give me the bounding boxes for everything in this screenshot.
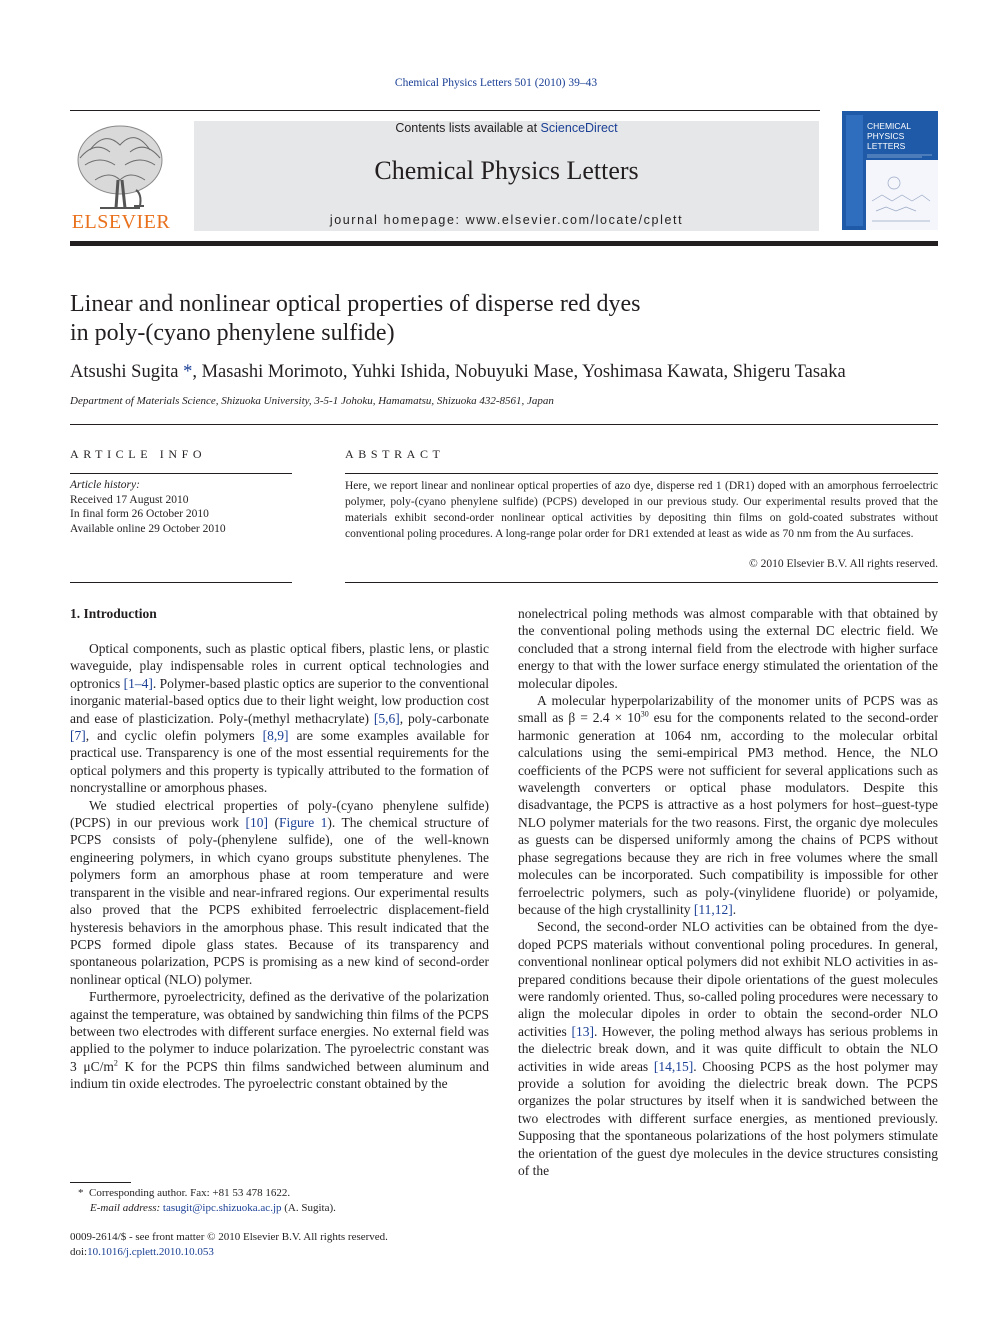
footnote-rule [70,1182,131,1183]
page-footer [70,1230,490,1260]
email-label: E-mail address: [90,1202,161,1214]
cover-title-line: LETTERS [867,141,906,151]
author-name[interactable]: Atsushi Sugita [70,362,179,382]
paragraph: Second, the second-order NLO activities can be obtained from the dye-doped PCPS materials without conventional poling procedures. In general, conventional nonlinear optical polymers did not exhibit NLO activities in as-prepared conditions because their dipole orientations of the guest molecules were randomly oriented. Thus, so-called poling procedures were necessary to align the molecular dipoles in order to obtain the second-order NLO activities [13]. However, the poling method always has serious problems in the dielectric break down, and it was quite difficult to obtain the NLO activities in wide areas [14,15]. Choosing PCPS as the host polymer may provide a solution for avoiding the dielectric break down. The PCPS organizes the polar structures by itself when it is sandwiched between the two electrodes with different surface energies, as mentioned previously. Supposing that the spontaneous polarizations of the host polymers stimulate the orientation of the guest dye molecules in the device structures consisting of the [518,919,939,1178]
reference-link[interactable]: [8,9] [262,728,289,744]
history-online: Available online 29 October 2010 [70,522,226,535]
author-list: Atsushi Sugita *, Masashi Morimoto, Yuhki Ishida, Nobuyuki Mase, Yoshimasa Kawata, Shigeru Tasaka [70,362,846,382]
paragraph: We studied electrical properties of poly-(cyano phenylene sulfide) (PCPS) in our previous work [10] (Figure 1). The chemical structure of PCPS consists of poly-(phenylene sulfide), one of the well-known engineering polymers, in which cyano groups substitute phenylenes. The polymers form an amorphous phase at room temperature and were transparent in the visible and near-infrared regions. Our experimental results also proved that the PCPS exhibited ferroelectric displacement-field hysteresis behaviors in the amorphous phase. This result indicated that the PCPS formed dipole glass states. Because of its transparency and spontaneous polarization, PCPS is promising as a new kind of second-order nonlinear optical (NLO) polymer. [70,797,490,987]
corresponding-author-note: Corresponding author. Fax: +81 53 478 1622. [89,1187,291,1199]
footnote [78,1186,498,1216]
article-info-bottom-rule [70,582,292,583]
cover-title [867,121,937,151]
article-info-heading: ARTICLE INFO [70,447,207,461]
article-title [70,290,830,348]
reference-link[interactable]: [11,12] [693,901,733,917]
section-heading-introduction: 1. Introduction [70,606,157,621]
reference-link[interactable]: [13] [571,1023,594,1039]
author-name[interactable]: Shigeru Tasaka [732,362,846,382]
author-name[interactable]: Yuhki Ishida [351,362,446,382]
history-received: Received 17 August 2010 [70,493,189,506]
contents-prefix: Contents lists available at [395,121,541,135]
journal-title: Chemical Physics Letters [374,156,639,185]
header-thick-rule [70,241,938,246]
cover-title-line: CHEMICAL [867,121,911,131]
history-final-form: In final form 26 October 2010 [70,508,209,521]
abstract-text: Here, we report linear and nonlinear optical properties of azo dye, disperse red 1 (DR1) doped with an amorphous ferroelectric polymer, poly-(cyano phenylene sulfide) (PCPS) developed in our previous study. Our experimental results proved that the materials exhibit second-order nonlinear optical activities by depositing thin films on gold-coated substrates without conventional poling procedures. A long-range polar order for DR1 extended at least as wide as 70 nm from the Au surfaces. [345,480,938,540]
reference-link[interactable]: [5,6] [373,710,400,726]
reference-link[interactable]: [14,15] [653,1058,694,1074]
journal-citation[interactable]: Chemical Physics Letters 501 (2010) 39–43 [394,77,598,89]
cover-title-line: PHYSICS [867,131,905,141]
author-name[interactable]: Nobuyuki Mase [454,362,574,382]
doi-link[interactable]: 10.1016/j.cplett.2010.10.053 [87,1246,214,1258]
affiliation: Department of Materials Science, Shizuoka University, 3-5-1 Johoku, Hamamatsu, Shizuoka 432-8561, Japan [70,395,554,407]
paragraph: Optical components, such as plastic optical fibers, plastic lens, or plastic waveguide, play indispensable roles in current optical technologies and optronics [1–4]. Polymer-based plastic optics are superior to the conventional inorganic material-based optics due to their light weight, low production cost and ease of plasticization. Poly-(methyl methacrylate) [5,6], poly-carbonate [7], and cyclic olefin polymers [8,9] are some examples available for practical use. Transparency is one of the most essential requirements for the optical polymers and this property is typically attributed to the formation of noncrystalline or amorphous phases. [70,641,489,796]
abstract-heading: ABSTRACT [345,447,445,461]
journal-homepage[interactable]: journal homepage: www.elsevier.com/locate/cplett [329,213,684,227]
paragraph: A molecular hyperpolarizability of the monomer units of PCPS was as small as $\beta = 2.4 \times 10^{30}$ esu for the components related to the second-order harmonic generation at 1064 nm, according to the molecular orbital calculations using the semi-empirical PM3 method. Hence, the NLO coefficients of the PCPS were not sufficient for several applications such as wavelength converters or optical phase modulators. Despite this disadvantage, the PCPS is attractive as a host polymers for host–guest-type NLO polymer materials for the two reasons. First, the organic dye molecules as guests can be dispersed uniformly among the chains of PCPS without phase segregations because they are rich in free volumes where the small molecules can be incorporated. Such compatibility is impossible for other ferroelectric polymers, such as poly-(vinylidene fluoride) or polyamide, because of the high crystallinity [11,12]. [518,693,938,917]
title-rule [70,424,938,425]
sciencedirect-link[interactable]: ScienceDirect [540,121,618,135]
email-link[interactable]: tasugit@ipc.shizuoka.ac.jp [162,1202,282,1214]
paragraph: nonelectrical poling methods was almost comparable with that obtained by the conventional poling methods using the external DC electric field. We concluded that a strong internal field from the electrode with higher surface energy to that with the lower surface energy stimulated the orientation of the molecular dipoles. [518,606,938,691]
author-name[interactable]: Yoshimasa Kawata [582,362,724,382]
reference-link[interactable]: [7] [70,728,86,744]
article-title-line: Linear and nonlinear optical properties of disperse red dyes [70,291,641,317]
email-suffix: (A. Sugita). [281,1202,336,1214]
abstract-copyright: © 2010 Elsevier B.V. All rights reserved. [749,558,938,570]
header-rule [70,110,820,111]
abstract-bottom-rule [345,582,938,583]
author-name[interactable]: Masashi Morimoto [201,362,343,382]
abstract-rule [345,473,938,474]
body-column-left [70,640,489,1093]
issn-line: 0009-2614/$ - see front matter © 2010 Elsevier B.V. All rights reserved. [70,1231,388,1243]
contents-line [194,121,819,135]
reference-link[interactable]: [1–4] [123,675,153,691]
corresponding-author-mark[interactable]: * [178,362,193,382]
article-title-line: in poly-(cyano phenylene sulfide) [70,320,395,346]
footnote-mark: * [78,1187,84,1199]
body-column-right [518,605,938,1179]
reference-link[interactable]: [10] [245,815,268,831]
article-history-label: Article history: [70,479,140,491]
article-info-rule [70,473,292,474]
paragraph: Furthermore, pyroelectricity, defined as the derivative of the polarization against the temperature, was obtained by sandwiching thin films of the PCPS between two electrodes with different surface energies. No external field was applied to the polymer to induce polarization. The pyroelectric constant was 3 $\mu C/m^2$ K for the PCPS thin films sandwiched between aluminum and indium tin oxide electrodes. The pyroelectric constant obtained by the [70,989,489,1092]
article-history [70,478,292,536]
doi-label: doi: [70,1246,88,1258]
figure-link[interactable]: Figure 1 [278,815,328,831]
elsevier-logo-text: ELSEVIER [71,211,171,233]
